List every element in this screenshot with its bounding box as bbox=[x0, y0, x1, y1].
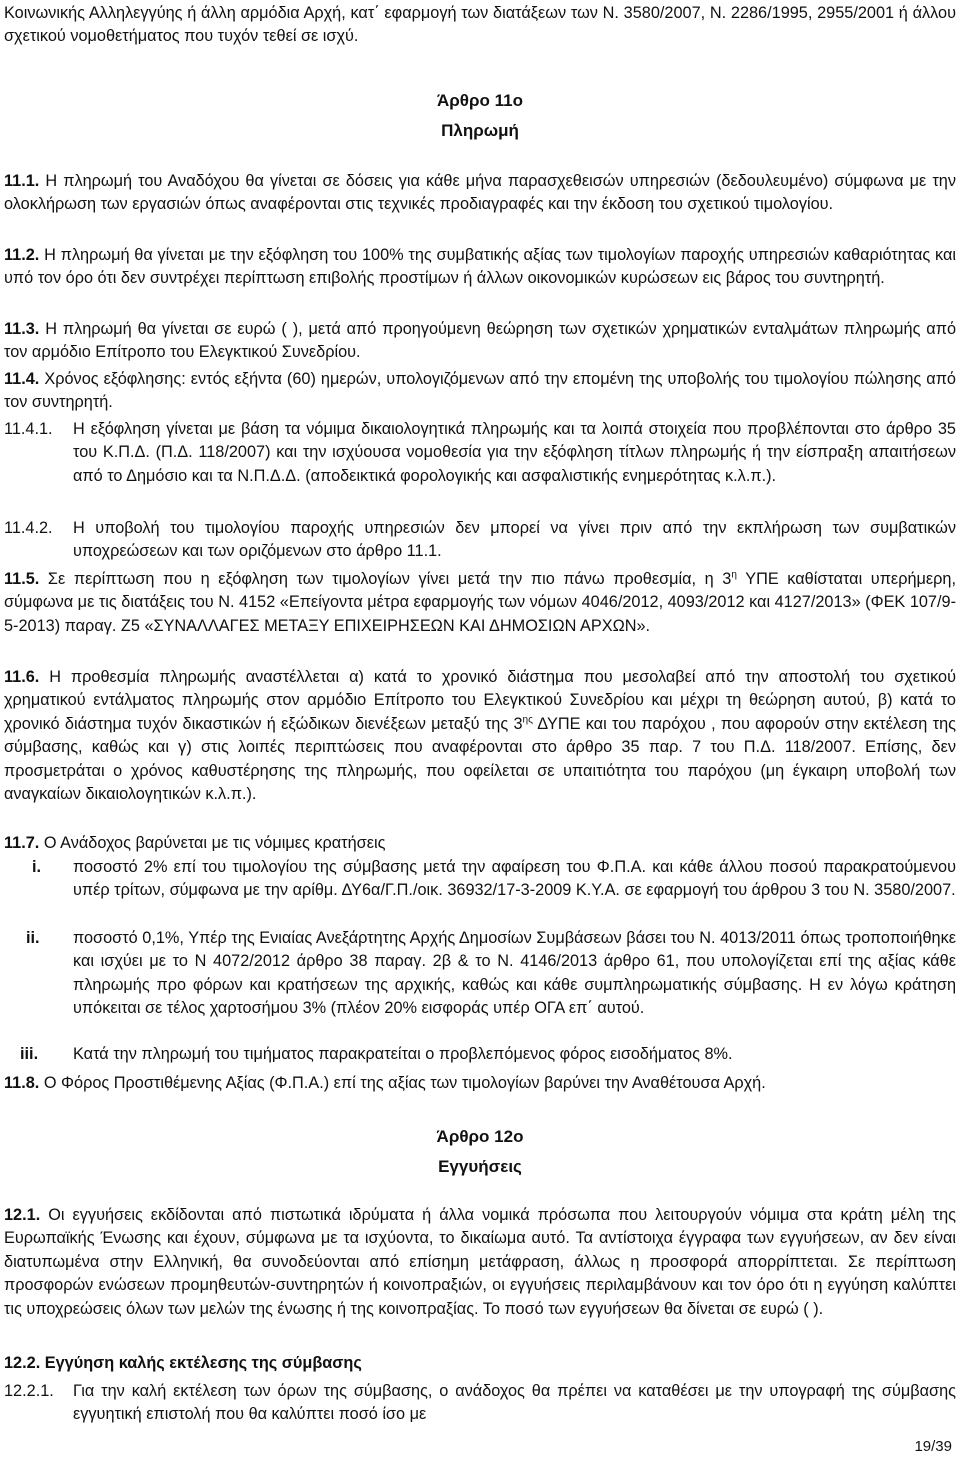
clause-number: 12.1. bbox=[4, 1206, 41, 1224]
clause-11-5 bbox=[4, 568, 956, 638]
clause-12-2-1: Για την καλή εκτέλεση των όρων της σύμβασης, ο ανάδοχος θα πρέπει να καταθέσει με την υπογραφή της σύμβασης εγγυητική επιστολή που θα καλύπτει ποσό ίσο με bbox=[73, 1382, 956, 1424]
clause-number: 11.7. bbox=[4, 834, 40, 852]
clause-11-7 bbox=[4, 832, 956, 855]
list-item-ii: ποσοστό 0,1%, Υπέρ της Ενιαίας Ανεξάρτητης Αρχής Δημοσίων Συμβάσεων βάσει του Ν. 4013/2011 όπως τροποποιήθηκε και ισχύει με το Ν 4072/2012 άρθρο 38 παραγ. 2β & το Ν. 4146/2013 άρθρο 61, που υπολογίζεται επί της αξίας κάθε πληρωμής προ φόρων και κρατήσεων της αρχικής, καθώς και κάθε συμπληρωματικής σύμβασης. Η εν λόγω κράτηση υπόκειται σε τέλος χαρτοσήμου 3% (πλέον 20% εισφοράς υπέρ ΟΓΑ επ΄ αυτού. bbox=[73, 929, 956, 1018]
clause-11-4-2: Η υποβολή του τιμολογίου παροχής υπηρεσιών δεν μπορεί να γίνει πριν από την εκπλήρωση των συμβατικών υποχρεώσεων και των οριζόμενων στο άρθρο 11.1. bbox=[73, 519, 956, 561]
clause-number: 11.1. bbox=[4, 172, 40, 190]
clause-text: Η προθεσμία πληρωμής αναστέλλεται α) κατά το χρονικό διάστημα που μεσολαβεί από την αποστολή του σχετικού χρηματικού εντάλματος πληρωμής στον αρμόδιο Επίτροπο του Ελεγκτικού Συνεδρίου και μέχρι τη θεώρηση αυτού, β) κατά το χρονικό διάστημα τυχόν δικαστικών ή εξώδικων διενέξεων μεταξύ της 3 bbox=[4, 668, 956, 733]
clause-number: 11.5. bbox=[4, 570, 40, 588]
clause-number: 11.2. bbox=[4, 246, 40, 264]
clause-11-3 bbox=[4, 318, 956, 365]
clause-text: Η πληρωμή θα γίνεται σε ευρώ ( ), μετά από προηγούμενη θεώρηση των σχετικών χρηματικών ενταλμάτων πληρωμής από τον αρμόδιο Επίτροπο του Ελεγκτικού Συνεδρίου. bbox=[4, 320, 956, 362]
clause-12-1 bbox=[4, 1204, 956, 1321]
clause-text: ΔΥΠΕ και του παρόχου , που αφορούν στην εκτέλεση της σύμβασης, καθώς και γ) στις λοιπές περιπτώσεις που αναφέρονται στο άρθρο 35 παρ. 7 του Π.Δ. 118/2007. Επίσης, δεν προσμετράται ο χρόνος καθυστέρησης της πληρωμής, που οφείλεται σε υπαιτιότητα του παρόχου (μη έγκαιρη υποβολή των αναγκαίων δικαιολογητικών κ.λ.π.). bbox=[4, 714, 956, 804]
list-marker-iii: iii. bbox=[20, 1045, 39, 1063]
clause-text: Χρόνος εξόφλησης: εντός εξήντα (60) ημερών, υπολογιζόμενων από την επομένη της υποβολής του τιμολογίου πώλησης από τον συντηρητή. bbox=[4, 370, 956, 412]
clause-number-11-4-2: 11.4.2. bbox=[4, 519, 53, 537]
clause-number-12-2-1: 12.2.1. bbox=[4, 1382, 54, 1400]
article-11-subtitle: Πληρωμή bbox=[441, 121, 519, 140]
page-number: 19/39 bbox=[914, 1438, 952, 1455]
clause-11-4 bbox=[4, 368, 956, 415]
list-marker-ii: ii. bbox=[26, 929, 40, 947]
clause-11-6 bbox=[4, 666, 956, 806]
clause-11-8 bbox=[4, 1072, 956, 1095]
clause-text: Η πληρωμή θα γίνεται με την εξόφληση του 100% της συμβατικής αξίας των τιμολογίων παροχής υπηρεσιών καθαριότητας και υπό τον όρο ότι δεν συντρέχει περίπτωση επιβολής προστίμων ή άλλων οικονομικών κυρώσεων εις βάρος του συντηρητή. bbox=[4, 246, 956, 288]
clause-number: 11.6. bbox=[4, 668, 40, 686]
clause-11-2 bbox=[4, 244, 956, 291]
clause-number: 11.8. bbox=[4, 1074, 40, 1092]
intro-text: Κοινωνικής Αλληλεγγύης ή άλλη αρμόδια Αρχή, κατ΄ εφαρμογή των διατάξεων των Ν. 3580/2007, Ν. 2286/1995, 2955/2001 ή άλλου σχετικού νομοθετήματος που τυχόν τεθεί σε ισχύ. bbox=[4, 4, 956, 46]
clause-text: Η πληρωμή του Αναδόχου θα γίνεται σε δόσεις για κάθε μήνα παρασχεθεισών υπηρεσιών (δεδουλευμένο) σύμφωνα με την ολοκλήρωση των εργασιών όπως αναφέρονται στις τεχνικές προδιαγραφές και την έκδοση του σχετικού τιμολογίου. bbox=[4, 172, 956, 214]
clause-11-1 bbox=[4, 170, 956, 217]
superscript: η bbox=[731, 569, 737, 581]
clause-12-2-heading bbox=[4, 1352, 956, 1375]
article-12-subtitle: Εγγυήσεις bbox=[438, 1157, 522, 1176]
clause-text: Ο Ανάδοχος βαρύνεται με τις νόμιμες κρατήσεις bbox=[43, 834, 386, 852]
clause-heading: Εγγύηση καλής εκτέλεσης της σύμβασης bbox=[44, 1354, 362, 1372]
clause-text: ΥΠΕ καθίσταται υπερήμερη, σύμφωνα με τις διατάξεις του Ν. 4152 «Επείγοντα μέτρα εφαρμογής των νόμων 4046/2012, 4093/2012 και 4127/2013» (ΦΕΚ 107/9-5-2013) παραγ. Ζ5 «ΣΥΝΑΛΛΑΓΕΣ ΜΕΤΑΞΥ ΕΠΙΧΕΙΡΗΣΕΩΝ ΚΑΙ ΔΗΜΟΣΙΩΝ ΑΡΧΩΝ». bbox=[4, 570, 956, 635]
clause-text: Ο Φόρος Προστιθέμενης Αξίας (Φ.Π.Α.) επί της αξίας των τιμολογίων βαρύνει την Αναθέτουσα Αρχή. bbox=[43, 1074, 766, 1092]
clause-number: 11.3. bbox=[4, 320, 40, 338]
intro-paragraph bbox=[4, 2, 956, 49]
list-item-i: ποσοστό 2% επί του τιμολογίου της σύμβασης μετά την αφαίρεση του Φ.Π.Α. και κάθε άλλου ποσού παρακρατούμενου υπέρ τρίτων, σύμφωνα με την αρίθμ. ΔΥ6α/Γ.Π./οικ. 36932/17-3-2009 Κ.Υ.Α. σε εφαρμογή του άρθρου 3 του Ν. 3580/2007. bbox=[73, 858, 956, 900]
clause-number: 12.2. bbox=[4, 1354, 41, 1372]
list-item-iii: Κατά την πληρωμή του τιμήματος παρακρατείται ο προβλεπόμενος φόρος εισοδήματος 8%. bbox=[73, 1045, 733, 1063]
list-marker-i: i. bbox=[32, 858, 42, 876]
article-11-title: Άρθρο 11ο bbox=[437, 91, 523, 110]
superscript: ης bbox=[522, 714, 533, 726]
clause-number-11-4-1: 11.4.1. bbox=[4, 420, 53, 438]
clause-text: Σε περίπτωση που η εξόφληση των τιμολογίων γίνει μετά την πιο πάνω προθεσμία, η 3 bbox=[47, 570, 732, 588]
article-12-title: Άρθρο 12ο bbox=[436, 1127, 524, 1146]
clause-text: Οι εγγυήσεις εκδίδονται από πιστωτικά ιδρύματα ή άλλα νομικά πρόσωπα που λειτουργούν νόμιμα στα κράτη μέλη της Ευρωπαϊκής Ένωσης και έχουν, σύμφωνα με τα ισχύοντα, το δικαίωμα αυτό. Τα αντίστοιχα έγγραφα των εγγυήσεων, αν δεν είναι διατυπωμένα στην Ελληνική, θα συνοδεύονται από επίσημη μετάφραση, άλλως η προσφορά απορρίπτεται. Σε περίπτωση προσφορών ενώσεων προμηθευτών-συντηρητών ή κοινοπραξιών, οι εγγυήσεις περιλαμβάνουν και τον όρο ότι η εγγύηση καλύπτει τις υποχρεώσεις όλων των μελών της ένωσης ή της κοινοπραξίας. Το ποσό των εγγυήσεων θα δίνεται σε ευρώ ( ). bbox=[4, 1206, 956, 1318]
clause-number: 11.4. bbox=[4, 370, 40, 388]
clause-11-4-1: Η εξόφληση γίνεται με βάση τα νόμιμα δικαιολογητικά πληρωμής και τα λοιπά στοιχεία που προβλέπονται στο άρθρο 35 του Κ.Π.Δ. (Π.Δ. 118/2007) και την ισχύουσα νομοθεσία για την εξόφληση τίτλων πληρωμής ή την είσπραξη απαιτήσεων από το Δημόσιο και τα Ν.Π.Δ.Δ. (αποδεικτικά φορολογικής και ασφαλιστικής ενημερότητας κ.λ.π.). bbox=[73, 420, 956, 485]
